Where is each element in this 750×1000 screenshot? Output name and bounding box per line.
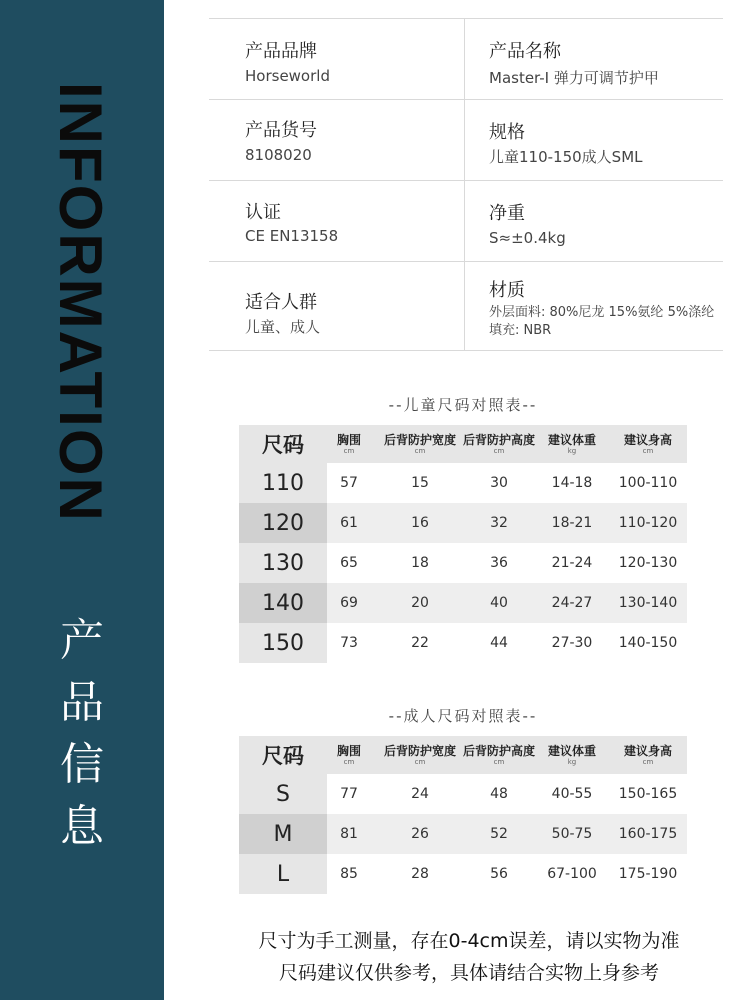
back-width-cell: 22	[411, 635, 429, 651]
info-label: 产品品牌	[245, 41, 317, 62]
chest-cell: 57	[340, 475, 358, 491]
back-height-cell: 30	[490, 475, 508, 491]
table-row	[239, 774, 687, 814]
sidebar-title-cn-char: 息	[60, 801, 104, 852]
height-cell: 140-150	[618, 635, 678, 651]
size-cell: M	[239, 814, 327, 854]
back-width-cell: 24	[411, 786, 429, 802]
info-value: Master-Ⅰ 弹力可调节护甲	[489, 69, 659, 87]
size-cell: 120	[239, 503, 327, 543]
table-row	[239, 623, 687, 663]
table-row	[239, 463, 687, 503]
chest-cell: 81	[340, 826, 358, 842]
back-width-cell: 18	[411, 555, 429, 571]
weight-cell: 14-18	[551, 475, 593, 491]
sidebar-title-cn	[52, 610, 112, 858]
sidebar-title-cn-char: 信	[60, 739, 104, 790]
info-value: S≈±0.4kg	[489, 229, 566, 247]
back-height-cell: 32	[490, 515, 508, 531]
height-cell: 120-130	[618, 555, 678, 571]
table-header-row	[239, 736, 687, 774]
info-row	[209, 18, 723, 100]
info-cell	[465, 100, 723, 180]
table-header-row	[239, 425, 687, 463]
header-height: 建议身高 cm	[623, 433, 672, 455]
header-back-width: 后背防护宽度 cm	[383, 744, 456, 766]
back-width-cell: 15	[411, 475, 429, 491]
info-value: 外层面料: 80%尼龙 15%氨纶 5%涤纶	[489, 305, 715, 320]
height-cell: 100-110	[618, 475, 678, 491]
info-row	[209, 181, 723, 262]
size-advice-note: 尺码建议仅供参考，具体请结合实物上身参考	[278, 962, 659, 984]
adult-size-table	[239, 736, 687, 894]
table-row	[239, 503, 687, 543]
info-cell	[209, 181, 465, 261]
info-row	[209, 100, 723, 181]
header-height: 建议身高 cm	[623, 744, 672, 766]
chest-cell: 85	[340, 866, 358, 882]
info-value: Horseworld	[245, 67, 330, 85]
table-row	[239, 583, 687, 623]
weight-cell: 21-24	[551, 555, 593, 571]
back-height-cell: 44	[490, 635, 508, 651]
back-height-cell: 36	[490, 555, 508, 571]
header-weight: 建议体重 kg	[547, 433, 596, 455]
header-size: 尺码	[239, 736, 327, 774]
back-width-cell: 16	[411, 515, 429, 531]
chest-cell: 77	[340, 786, 358, 802]
sidebar-panel	[0, 0, 164, 1000]
info-label: 适合人群	[245, 292, 317, 313]
header-chest: 胸围 cm	[336, 433, 361, 455]
info-cell	[209, 100, 465, 180]
chest-cell: 61	[340, 515, 358, 531]
info-value: 8108020	[245, 146, 312, 164]
info-cell	[465, 181, 723, 261]
header-back-height: 后背防护高度 cm	[463, 744, 536, 766]
back-height-cell: 52	[490, 826, 508, 842]
info-label: 净重	[489, 203, 525, 224]
info-label: 材质	[489, 280, 525, 301]
back-height-cell: 48	[490, 786, 508, 802]
size-cell: L	[239, 854, 327, 894]
info-row	[209, 262, 723, 351]
header-size: 尺码	[239, 425, 327, 463]
chest-cell: 65	[340, 555, 358, 571]
weight-cell: 50-75	[551, 826, 593, 842]
header-back-height: 后背防护高度 cm	[463, 433, 536, 455]
table-row	[239, 854, 687, 894]
header-weight: 建议体重 kg	[547, 744, 596, 766]
weight-cell: 27-30	[551, 635, 593, 651]
header-chest: 胸围 cm	[336, 744, 361, 766]
size-cell: 140	[239, 583, 327, 623]
adult-table-title: --成人尺码对照表--	[388, 707, 538, 725]
sidebar-title-cn-char: 品	[60, 677, 104, 728]
info-cell	[465, 19, 723, 99]
back-width-cell: 28	[411, 866, 429, 882]
size-cell: 150	[239, 623, 327, 663]
kids-table-title: --儿童尺码对照表--	[388, 396, 538, 414]
back-width-cell: 20	[411, 595, 429, 611]
kids-size-table	[239, 425, 687, 663]
height-cell: 110-120	[618, 515, 678, 531]
sidebar-title-cn-char: 产	[60, 615, 104, 666]
back-width-cell: 26	[411, 826, 429, 842]
weight-cell: 40-55	[551, 786, 593, 802]
height-cell: 130-140	[618, 595, 678, 611]
weight-cell: 67-100	[547, 866, 597, 882]
height-cell: 150-165	[618, 786, 678, 802]
weight-cell: 24-27	[551, 595, 593, 611]
info-label: 产品货号	[245, 120, 317, 141]
weight-cell: 18-21	[551, 515, 593, 531]
table-row	[239, 814, 687, 854]
chest-cell: 73	[340, 635, 358, 651]
header-back-width: 后背防护宽度 cm	[383, 433, 456, 455]
size-cell: 110	[239, 463, 327, 503]
table-row	[239, 543, 687, 583]
info-value: CE EN13158	[245, 227, 339, 245]
info-cell	[209, 19, 465, 99]
size-cell: S	[239, 774, 327, 814]
size-cell: 130	[239, 543, 327, 583]
height-cell: 175-190	[618, 866, 678, 882]
info-value: 儿童、成人	[245, 318, 321, 336]
product-info-grid	[209, 18, 723, 351]
info-cell	[209, 262, 465, 350]
back-height-cell: 40	[490, 595, 508, 611]
measurement-note: 尺寸为手工测量，存在0-4cm误差，请以实物为准	[258, 930, 680, 952]
info-label: 认证	[245, 202, 281, 223]
back-height-cell: 56	[490, 866, 508, 882]
info-label: 规格	[489, 122, 525, 143]
info-value: 填充: NBR	[489, 323, 552, 338]
height-cell: 160-175	[618, 826, 678, 842]
info-value: 儿童110-150成人SML	[489, 148, 643, 166]
info-label: 产品名称	[489, 41, 561, 62]
info-cell	[465, 262, 723, 350]
chest-cell: 69	[340, 595, 358, 611]
sidebar-title-en: INFORMATION	[47, 82, 114, 523]
